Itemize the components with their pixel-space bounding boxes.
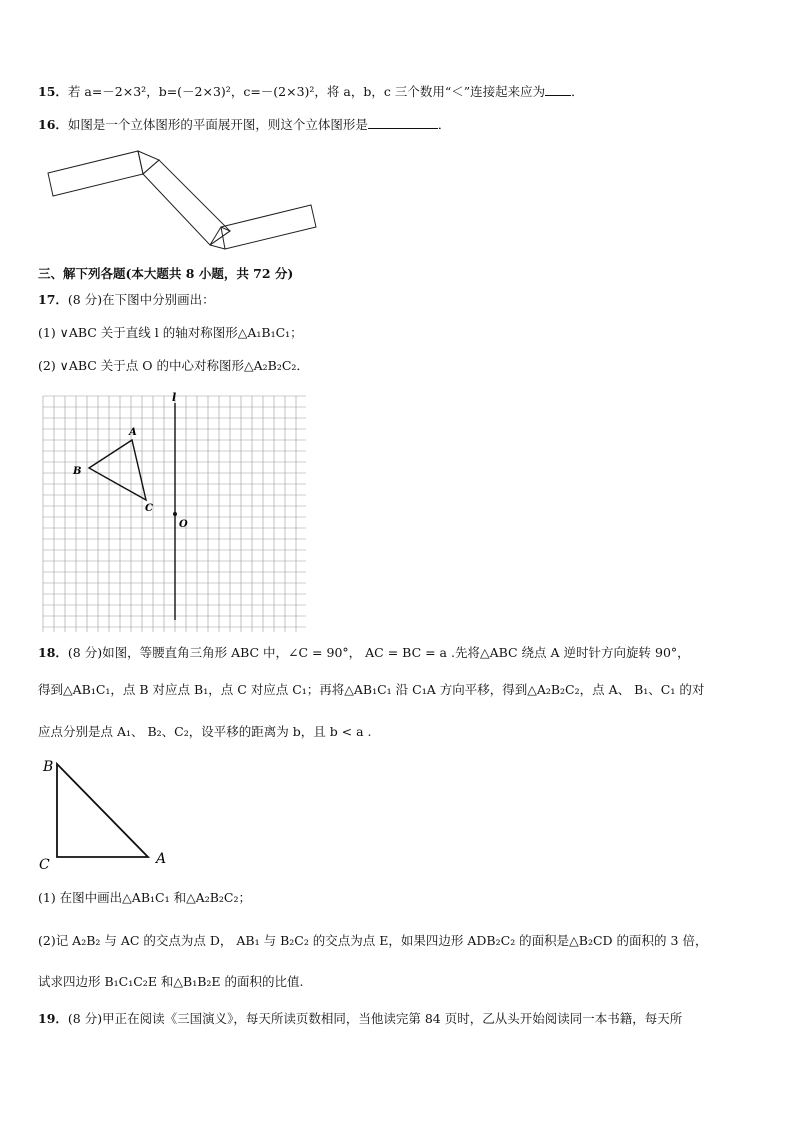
question-text: 甲正在阅读《三国演义》，每天所读页数相同，当他读完第 84 页时，乙从头开始阅读同一本书籍，每天所	[102, 1011, 683, 1026]
answer-blank[interactable]	[368, 116, 438, 129]
question-19	[38, 1011, 682, 1027]
q18-part-2-line-1: (2)记 A₂B₂ 与 AC 的交点为点 D， AB₁ 与 B₂C₂ 的交点为点 E，如果四边形 ADB₂C₂ 的面积是△B₂CD 的面积的 3 倍，	[38, 933, 708, 948]
question-score: (8 分)	[67, 645, 103, 660]
net-left-face	[48, 151, 143, 196]
point-c-label: C	[145, 503, 153, 514]
question-number: 15．	[38, 84, 68, 99]
question-text: 在下图中分别画出：	[102, 292, 215, 307]
question-number: 18．	[38, 645, 68, 660]
triangle-bca	[57, 764, 148, 857]
question-text: 如图是一个立体图形的平面展开图，则这个立体图形是	[67, 117, 368, 132]
section-heading: 三、解下列各题(本大题共 8 小题，共 72 分)	[38, 266, 294, 281]
question-end: ．	[437, 117, 451, 132]
prism-net-figure	[40, 140, 330, 255]
line-l-label: l	[172, 391, 177, 404]
net-middle-face	[143, 160, 230, 245]
question-18-line-3: 应点分别是点 A₁、 B₂、C₂，设平移的距离为 b，且 b < a .	[38, 724, 372, 739]
q18-part-2-line-2: 试求四边形 B₁C₁C₂E 和△B₁B₂E 的面积的比值.	[38, 974, 304, 989]
question-score: (8 分)	[67, 1011, 103, 1026]
question-number: 17．	[38, 292, 68, 307]
point-b-label: B	[73, 466, 82, 477]
answer-blank[interactable]	[545, 83, 571, 96]
net-right-triangle	[210, 227, 230, 245]
vertex-c-label: C	[39, 857, 50, 872]
point-a-label: A	[129, 427, 137, 438]
question-score: (8 分)	[67, 292, 103, 307]
q17-part-2: (2) ∨ABC 关于点 O 的中心对称图形△A₂B₂C₂．	[38, 358, 309, 373]
question-17	[38, 292, 215, 308]
question-16	[38, 116, 450, 133]
vertex-a-label: A	[156, 851, 167, 867]
question-text: 如图，等腰直角三角形 ABC 中，∠C = 90°， AC = BC = a .先将△ABC 绕点 A 逆时针方向旋转 90°，	[102, 645, 690, 660]
question-18-line-1	[38, 645, 690, 661]
point-o-label: O	[179, 519, 188, 530]
question-number: 19．	[38, 1011, 68, 1026]
grid-figure	[38, 388, 313, 636]
q17-part-1: (1) ∨ABC 关于直线 l 的轴对称图形△A₁B₁C₁；	[38, 325, 303, 340]
triangle-abc	[89, 440, 146, 500]
question-end: ．	[571, 84, 584, 99]
point-o	[173, 512, 177, 516]
question-text: 若 a=－2×3²，b=(－2×3)²，c=－(2×3)²，将 a，b，c 三个数用“＜”连接起来应为	[67, 84, 546, 99]
question-number: 16．	[38, 117, 68, 132]
q18-part-1: (1) 在图中画出△AB₁C₁ 和△A₂B₂C₂；	[38, 890, 251, 905]
question-15	[38, 83, 584, 100]
net-right-face	[221, 205, 316, 249]
vertex-b-label: B	[43, 759, 54, 775]
question-18-line-2: 得到△AB₁C₁，点 B 对应点 B₁，点 C 对应点 C₁；再将△AB₁C₁ 沿 C₁A 方向平移，得到△A₂B₂C₂，点 A、 B₁、C₁ 的对	[38, 682, 705, 697]
right-triangle-figure	[38, 752, 178, 872]
